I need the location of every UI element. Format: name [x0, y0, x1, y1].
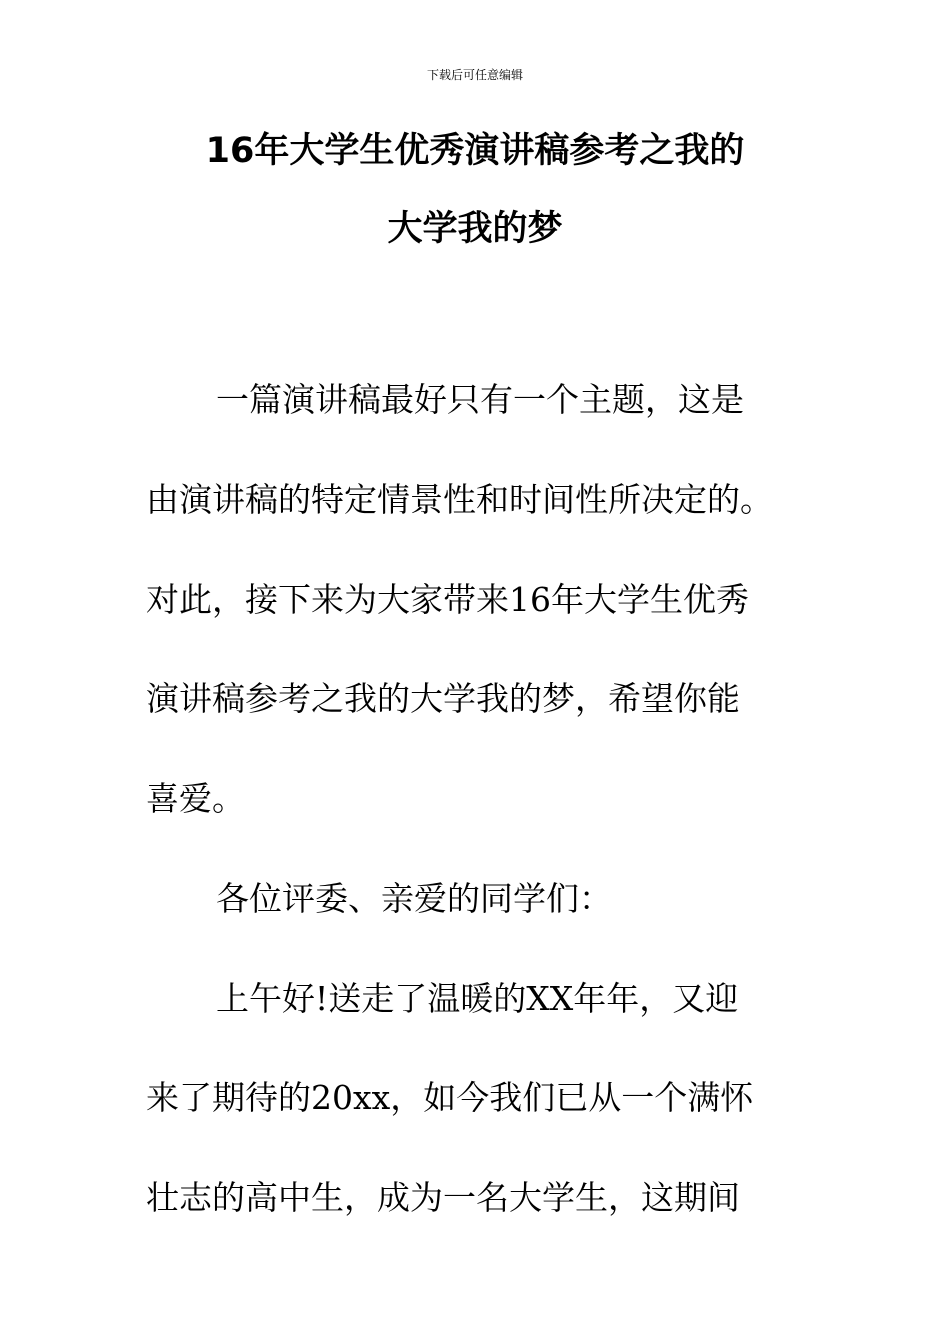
body-line: 喜爱。: [146, 779, 245, 818]
body-line: 各位评委、亲爱的同学们：: [216, 879, 612, 918]
title-line-1: 16年大学生优秀演讲稿参考之我的: [205, 131, 745, 171]
body-line: 由演讲稿的特定情景性和时间性所决定的。: [146, 480, 773, 519]
body-line: 来了期待的20xx，如今我们已从一个满怀: [146, 1078, 754, 1117]
body-line: 壮志的高中生，成为一名大学生，这期间: [146, 1178, 740, 1217]
page-header-note: 下载后可任意编辑: [426, 68, 523, 82]
body-line: 对此，接下来为大家带来16年大学生优秀: [146, 580, 749, 619]
body-line: 上午好!送走了温暖的XX年年，又迎: [216, 979, 739, 1018]
body-line: 一篇演讲稿最好只有一个主题，这是: [216, 380, 744, 419]
body-line: 演讲稿参考之我的大学我的梦，希望你能: [146, 679, 740, 718]
title-line-2: 大学我的梦: [387, 209, 563, 249]
